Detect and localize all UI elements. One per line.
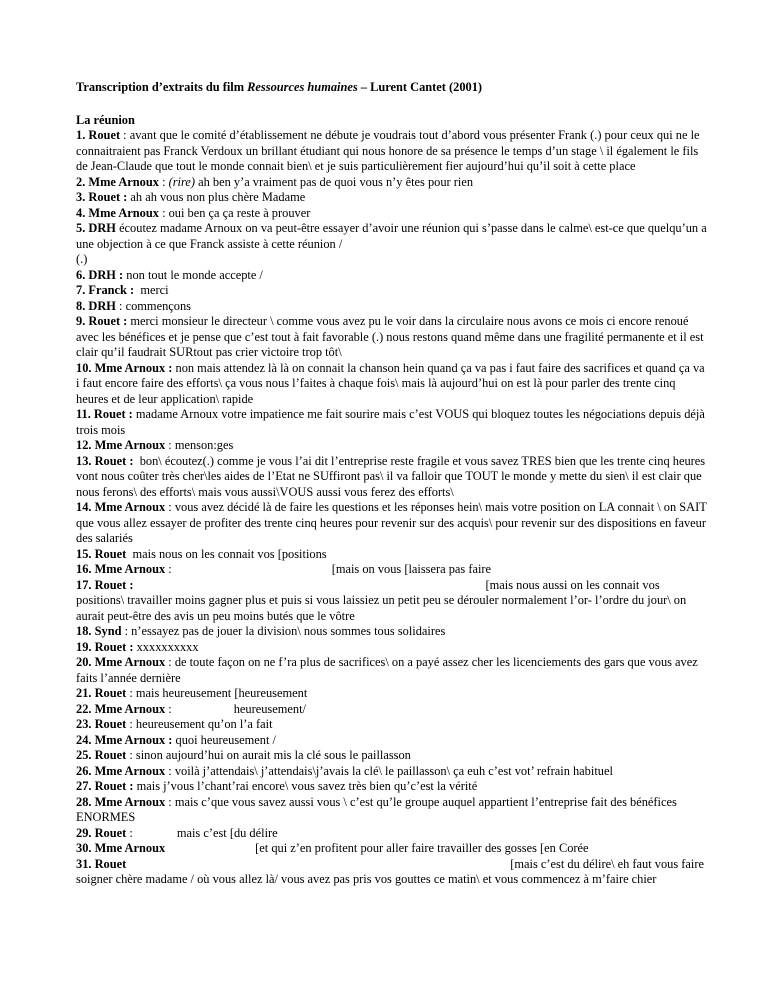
transcript-turn (76, 252, 708, 268)
utterance-text: [et qui z’en profitent pour aller faire travailler des gosses [en Corée (255, 841, 589, 855)
turn-number: 7. (76, 283, 86, 297)
stage-note: (rire) (168, 174, 195, 189)
utterance-text: heureusement/ (233, 701, 306, 716)
utterance-text: [mais c’est du délire\ eh faut vous faire soigner chère madame / où vous allez là/ vous avez pas pris vos gouttes ce matin\ et vous commencez à m’faire chier (76, 856, 704, 886)
turn-number: 2. (76, 174, 86, 189)
transcript-turn (76, 779, 708, 795)
speaker-separator: : (165, 701, 172, 716)
transcript-turn (76, 717, 708, 733)
turn-number: 23. (76, 717, 92, 731)
utterance-text: [mais nous aussi on les connait vos positions\ travailler moins gagner plus et puis si vous laissiez un petit peu se dérouler normalement l’or- l’ordre du jour\ on aurait peut-être des avis un peu moins butés que le vôtre (76, 577, 687, 623)
turn-number-speaker (76, 454, 134, 468)
turn-number-speaker (76, 841, 165, 855)
speaker-name: Rouet (94, 856, 127, 871)
transcript (76, 128, 708, 888)
turn-number-speaker (76, 314, 127, 328)
speaker-name: Rouet : (88, 190, 128, 204)
speaker-name: Mme Arnoux (94, 562, 166, 576)
turn-number-speaker (76, 283, 134, 297)
turn-number: 30. (76, 841, 92, 855)
speaker-name: Rouet : (88, 314, 128, 328)
speaker-separator: : (126, 748, 136, 762)
utterance-text: madame Arnoux votre impatience me fait sourire mais c’est VOUS qui bloquez toutes les négociations depuis déjà trois mois (76, 407, 705, 437)
transcript-turn (76, 764, 708, 780)
turn-number: 9. (76, 314, 86, 328)
turn-number: 1. (76, 128, 86, 142)
speaker-separator: : (115, 298, 126, 313)
turn-number: 13. (76, 453, 92, 468)
speaker-name: Mme Arnoux (94, 841, 166, 855)
utterance-text: avant que le comité d’établissement ne débute je voudrais tout d’abord vous présenter Frank (.) pour ceux qui ne le connaitraient pas Franck Verdoux un brillant étudiant qui nous honore de sa présence le temps d’un stage \ il également le fils de Jean-Claude que tout le monde connait bien\ et je suis particulièrement fier aujourd’hui qu’il soit à cette place (76, 128, 700, 173)
speaker-name: Mme Arnoux (94, 500, 166, 514)
transcript-turn (76, 640, 708, 656)
turn-number: 28. (76, 794, 92, 809)
transcript-turn (76, 221, 708, 252)
utterance-text: mais j’vous l’chant’rai encore\ vous savez très bien qu’c’est la vérité (136, 779, 478, 793)
turn-number-speaker (76, 299, 116, 313)
turn-number: 15. (76, 546, 92, 561)
transcript-turn (76, 857, 708, 888)
transcript-turn (76, 562, 708, 578)
turn-number: 14. (76, 500, 92, 514)
speaker-name: Mme Arnoux (94, 794, 166, 809)
speaker-name: Rouet (94, 717, 127, 731)
turn-number-speaker (76, 655, 165, 669)
turn-number-speaker (76, 748, 126, 762)
turn-number-speaker (76, 857, 126, 871)
document-title (76, 80, 708, 96)
speaker-separator: : (158, 205, 169, 220)
speaker-name: Rouet (94, 686, 127, 700)
transcript-turn (76, 826, 708, 842)
transcript-turn (76, 190, 708, 206)
title-prefix: Transcription d’extraits du film (76, 80, 248, 94)
turn-number: 26. (76, 763, 92, 778)
turn-number: 18. (76, 624, 92, 638)
speaker-name: Mme Arnoux (94, 763, 166, 778)
turn-number: 25. (76, 748, 92, 762)
title-suffix: – Lurent Cantet (2001) (357, 80, 483, 94)
utterance-text: mais nous on les connait vos [positions (132, 546, 327, 561)
turn-number: 24. (76, 732, 92, 747)
transcript-turn (76, 128, 708, 175)
speaker-name: Mme Arnoux : (94, 732, 173, 747)
utterance-text: écoutez madame Arnoux on va peut-être essayer d’avoir une réunion qui s’passe dans le calme\ est-ce que quelqu’un a une objection à ce que Franck assiste à cette réunion / (76, 221, 707, 251)
section-heading: La réunion (76, 112, 135, 127)
turn-number-speaker (76, 206, 159, 220)
speaker-separator: : (165, 438, 175, 452)
turn-number: 21. (76, 686, 92, 700)
turn-number-speaker (76, 733, 172, 747)
turn-number-speaker (76, 640, 134, 654)
turn-number-speaker (76, 438, 165, 452)
turn-number: 6. (76, 267, 86, 282)
speaker-name: DRH (88, 221, 116, 235)
speaker-separator: : (126, 686, 136, 700)
turn-number-speaker (76, 175, 159, 189)
transcript-turn (76, 283, 708, 299)
utterance-text: n’essayez pas de jouer la division\ nous sommes tous solidaires (131, 624, 446, 638)
speaker-separator: : (158, 174, 169, 189)
utterance-text: ah ah vous non plus chère Madame (130, 190, 306, 204)
document-page (76, 80, 708, 888)
utterance-text: heureusement qu’on l’a fait (135, 717, 273, 731)
utterance-text: non tout le monde accepte / (126, 267, 263, 282)
utterance-text: sinon aujourd’hui on aurait mis la clé sous le paillasson (135, 748, 411, 762)
speaker-name: Mme Arnoux (88, 205, 159, 220)
speaker-name: Rouet (94, 546, 127, 561)
turn-number: 11. (76, 407, 91, 421)
utterance-text: voilà j’attendais\ j’attendais\j’avais la clé\ le paillasson\ ça euh c’est vot’ refrain habituel (174, 763, 613, 778)
turn-number-speaker (76, 702, 165, 716)
utterance-text: menson:ges (174, 438, 234, 452)
transcript-turn (76, 299, 708, 315)
transcript-turn (76, 268, 708, 284)
turn-number: 12. (76, 438, 92, 452)
transcript-turn (76, 748, 708, 764)
speaker-name: Mme Arnoux : (94, 360, 173, 375)
turn-number: 4. (76, 205, 86, 220)
transcript-turn (76, 841, 708, 857)
speaker-name: Rouet : (94, 639, 134, 654)
utterance-text: (.) (76, 252, 88, 266)
speaker-name: Rouet (94, 748, 127, 762)
speaker-name: Rouet (94, 825, 127, 840)
turn-number: 3. (76, 190, 86, 204)
transcript-turn (76, 655, 708, 686)
turn-number-speaker (76, 578, 134, 592)
speaker-name: Mme Arnoux (94, 701, 166, 716)
utterance-text: non mais attendez là là on connait la chanson hein quand ça va pas i faut faire des sacrifices et quand ça va i faut encore faire des efforts\ ça vous nous l’faites à chaque fois\ mais là aujourd’hui on est là pour parler des trente cinq heures et de leur application\ rapide (76, 360, 705, 406)
transcript-turn (76, 407, 708, 438)
speaker-name: Rouet : (94, 453, 134, 468)
transcript-turn (76, 624, 708, 640)
utterance-text: vous avez décidé là de faire les questions et les réponses hein\ mais votre position on LA connait \ on SAIT que vous allez essayer de profiter des trente cinq heures pour revenir sur des acquis\ pour revenir sur des dispositions en faveur des salariés (76, 500, 707, 545)
transcript-turn (76, 500, 708, 547)
utterance-text: merci (140, 283, 169, 297)
utterance-text: ah ben y’a vraiment pas de quoi vous n’y êtes pour rien (195, 174, 474, 189)
turn-number: 16. (76, 562, 92, 576)
speaker-name: DRH (88, 298, 116, 313)
turn-number-speaker (76, 547, 126, 561)
transcript-turn (76, 175, 708, 191)
transcript-turn (76, 795, 708, 826)
utterance-text: de toute façon on ne f’ra plus de sacrifices\ on a payé assez cher les licenciements des gars que vous avez faits l’année dernière (76, 655, 698, 685)
speaker-separator: : (165, 655, 175, 669)
utterance-text: merci monsieur le directeur \ comme vous avez pu le voir dans la circulaire nous avons ce mois ci encore renoué avec les bénéfices et je pense que c’est tout à fait favorable (.) nous restons quand même dans une fragilité permanente et il est clair qu’il faudrait SURtout pas crier victoire trop tôt\ (76, 314, 704, 359)
speaker-separator: : (165, 763, 175, 778)
utterance-text: [mais on vous [laissera pas faire (331, 562, 492, 576)
turn-number-speaker (76, 717, 126, 731)
utterance-text: mais heureusement [heureusement (135, 686, 308, 700)
speaker-name: Rouet (88, 128, 121, 142)
turn-number: 29. (76, 825, 92, 840)
speaker-separator: : (165, 794, 175, 809)
turn-number-speaker (76, 624, 121, 638)
turn-number: 27. (76, 779, 92, 793)
transcript-turn (76, 702, 708, 718)
turn-number: 22. (76, 701, 92, 716)
turn-number: 17. (76, 577, 92, 592)
utterance-text: oui ben ça ça reste à prouver (168, 205, 311, 220)
utterance-text: quoi heureusement / (175, 732, 276, 747)
turn-number: 5. (76, 221, 86, 235)
speaker-separator: : (120, 128, 130, 142)
speaker-separator: : (126, 717, 136, 731)
turn-number-speaker (76, 221, 116, 235)
utterance-text: commençons (125, 298, 191, 313)
speaker-separator: : (121, 624, 132, 638)
utterance-text: xxxxxxxxxx (136, 639, 199, 654)
transcript-turn (76, 547, 708, 563)
turn-number-speaker (76, 407, 133, 421)
turn-number: 19. (76, 639, 92, 654)
turn-number-speaker (76, 795, 165, 809)
speaker-name: Rouet : (93, 407, 133, 421)
film-title: Ressources humaines (247, 80, 358, 94)
turn-number-speaker (76, 686, 126, 700)
turn-number-speaker (76, 562, 165, 576)
turn-number-speaker (76, 826, 126, 840)
transcript-turn (76, 578, 708, 625)
turn-number-speaker (76, 500, 165, 514)
transcript-turn (76, 361, 708, 408)
speaker-name: Rouet : (94, 779, 134, 793)
transcript-turn (76, 206, 708, 222)
speaker-name: DRH : (88, 267, 124, 282)
turn-number-speaker (76, 268, 123, 282)
speaker-name: Mme Arnoux (94, 655, 166, 669)
transcript-turn (76, 438, 708, 454)
speaker-name: Franck : (88, 283, 135, 297)
speaker-separator: : (126, 825, 133, 840)
transcript-turn (76, 686, 708, 702)
turn-number: 20. (76, 655, 92, 669)
speaker-name: Synd (94, 624, 122, 638)
speaker-separator: : (165, 500, 175, 514)
turn-number-speaker (76, 361, 172, 375)
speaker-separator: : (165, 562, 172, 576)
transcript-turn (76, 454, 708, 501)
transcript-turn (76, 314, 708, 361)
speaker-name: Mme Arnoux (88, 174, 159, 189)
utterance-text: mais c’est [du délire (176, 825, 278, 840)
utterance-text: mais c’que vous savez aussi vous \ c’est qu’le groupe auquel appartient l’entreprise fait des bénéfices ENORMES (76, 794, 677, 824)
turn-number: 8. (76, 298, 86, 313)
speaker-name: Mme Arnoux (94, 438, 166, 452)
turn-number-speaker (76, 128, 120, 142)
turn-number: 10. (76, 360, 92, 375)
speaker-name: Rouet : (94, 577, 134, 592)
turn-number-speaker (76, 190, 127, 204)
turn-number-speaker (76, 764, 165, 778)
turn-number: 31. (76, 856, 92, 871)
transcript-turn (76, 733, 708, 749)
utterance-text: bon\ écoutez(.) comme je vous l’ai dit l’entreprise reste fragile et vous savez TRES bien que les trente cinq heures vont nous coûter très cher\les aides de l’Etat ne SUffiront pas\ il va falloir que TOUT le monde y mette du sien\ il est clair que nous ferons\ des efforts\ mais vous aussi\VOUS aussi vous ferez des efforts\ (76, 453, 706, 499)
turn-number-speaker (76, 779, 134, 793)
